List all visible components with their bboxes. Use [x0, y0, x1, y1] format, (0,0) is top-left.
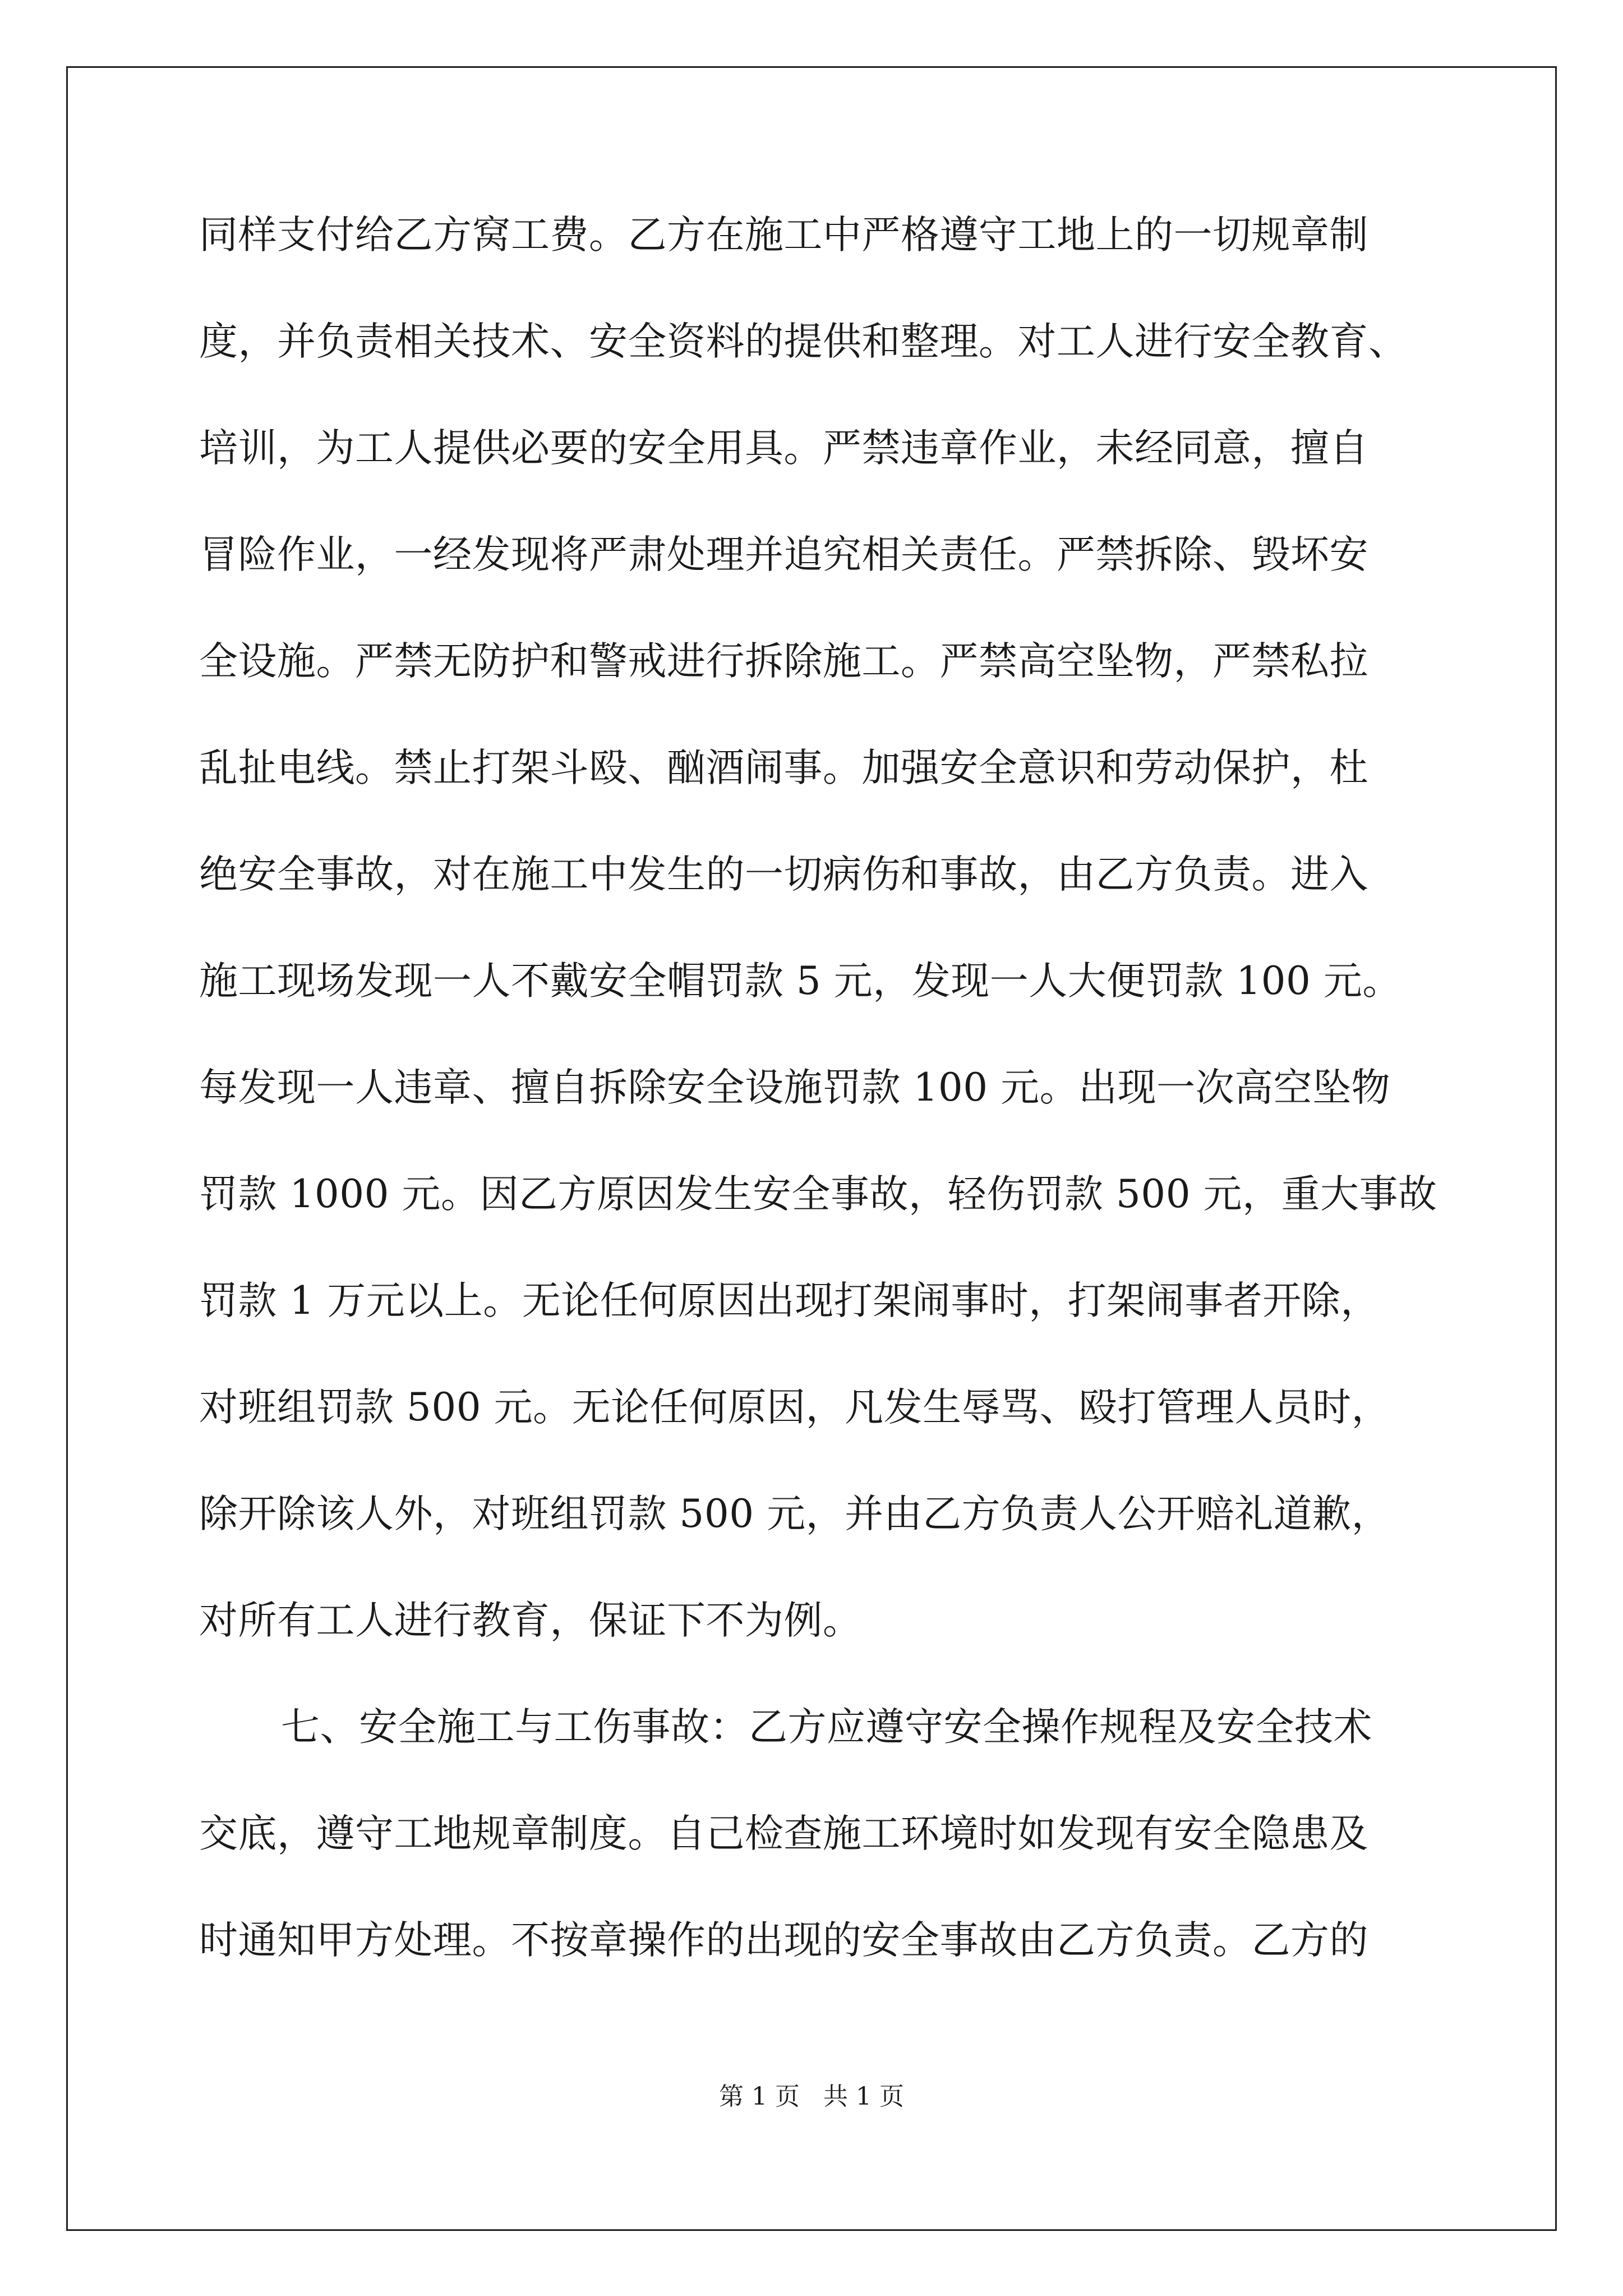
page-number-footer: 第 1 页 共 1 页: [719, 2082, 904, 2111]
page-border: [66, 66, 1557, 2231]
